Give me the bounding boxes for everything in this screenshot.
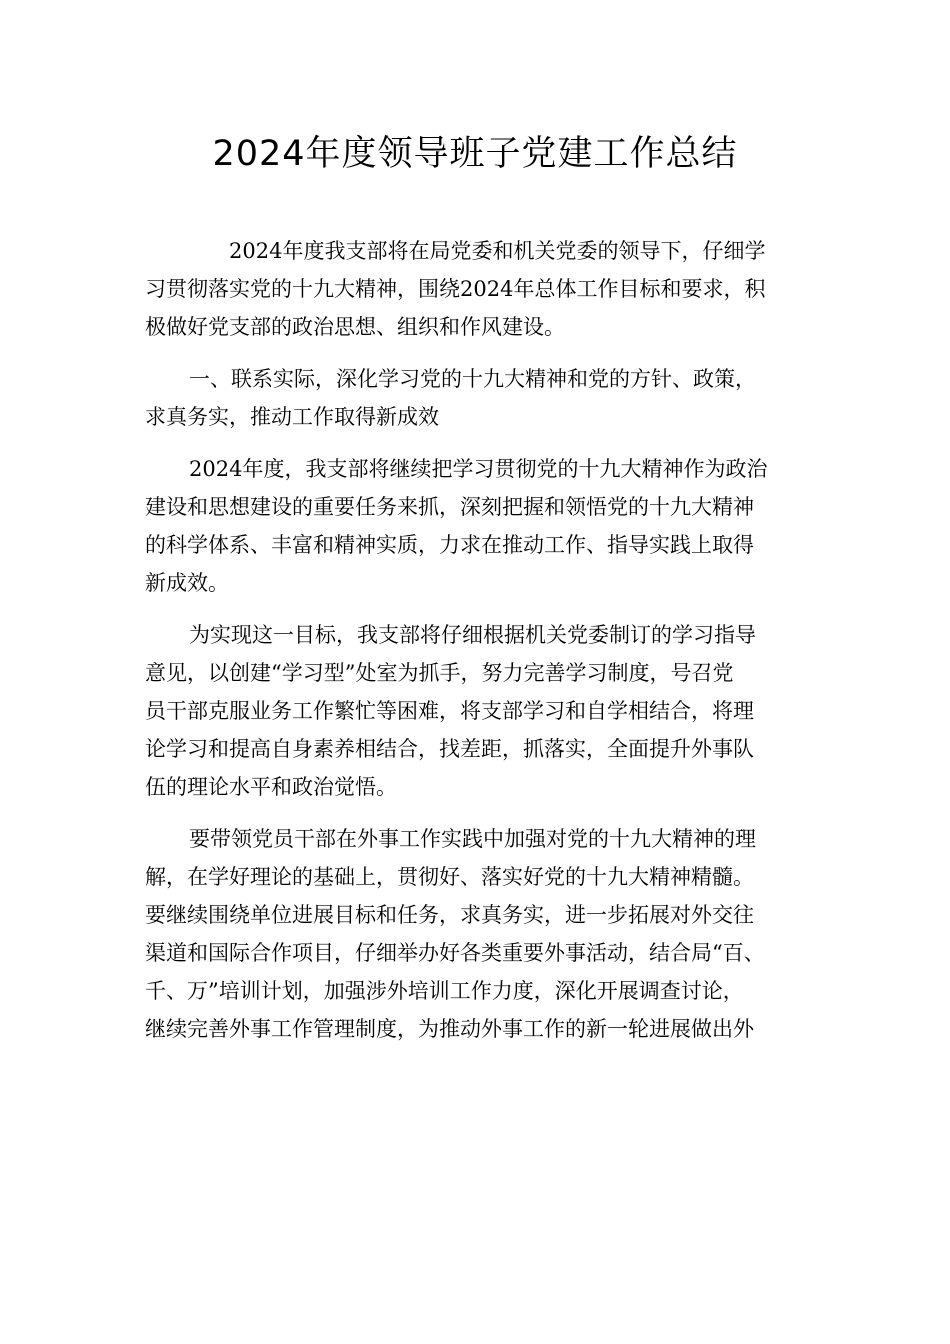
text-line: 渠道和国际合作项目，仔细举办好各类重要外事活动，结合局“百、 [145, 941, 765, 965]
section-heading-1 [145, 360, 815, 436]
text-line: 极做好党支部的政治思想、组织和作风建设。 [145, 315, 565, 339]
text-line: 要带领党员干部在外事工作实践中加强对党的十九大精神的理 [189, 827, 756, 851]
text-line: 继续完善外事工作管理制度，为推动外事工作的新一轮进展做出外 [145, 1017, 754, 1041]
text-line: 的科学体系、丰富和精神实质，力求在推动工作、指导实践上取得 [145, 533, 754, 557]
paragraph-intro [145, 232, 815, 346]
text-line: 习贯彻落实党的十九大精神，围绕2024年总体工作目标和要求，积 [145, 277, 766, 301]
text-line: 千、万”培训计划，加强涉外培训工作力度，深化开展调查讨论， [145, 979, 744, 1003]
text-line: 建设和思想建设的重要任务来抓，深刻把握和领悟党的十九大精神 [145, 495, 754, 519]
paragraph-practice [145, 820, 815, 1048]
text-line: 意见，以创建“学习型”处室为抓手，努力完善学习制度，号召党 [145, 661, 734, 685]
text-line: 求真务实，推动工作取得新成效 [145, 405, 439, 429]
document-title: 2024年度领导班子党建工作总结 [212, 134, 738, 174]
text-line: 伍的理论水平和政治觉悟。 [145, 775, 397, 799]
text-line: 员干部克服业务工作繁忙等困难，将支部学习和自学相结合，将理 [145, 699, 754, 723]
text-line: 解，在学好理论的基础上，贯彻好、落实好党的十九大精神精髓。 [145, 865, 754, 889]
document-body [145, 232, 815, 1048]
paragraph-goal [145, 616, 815, 806]
text-line: 2024年度我支部将在局党委和机关党委的领导下，仔细学 [229, 239, 766, 263]
text-line: 2024年度，我支部将继续把学习贯彻党的十九大精神作为政治 [189, 457, 768, 481]
text-line: 新成效。 [145, 571, 229, 595]
text-line: 论学习和提高自身素养相结合，找差距，抓落实，全面提升外事队 [145, 737, 754, 761]
text-line: 要继续围绕单位进展目标和任务，求真务实，进一步拓展对外交往 [145, 903, 754, 927]
paragraph-study [145, 450, 815, 602]
text-line: 一、联系实际，深化学习党的十九大精神和党的方针、政策， [189, 367, 756, 391]
text-line: 为实现这一目标，我支部将仔细根据机关党委制订的学习指导 [189, 623, 756, 647]
